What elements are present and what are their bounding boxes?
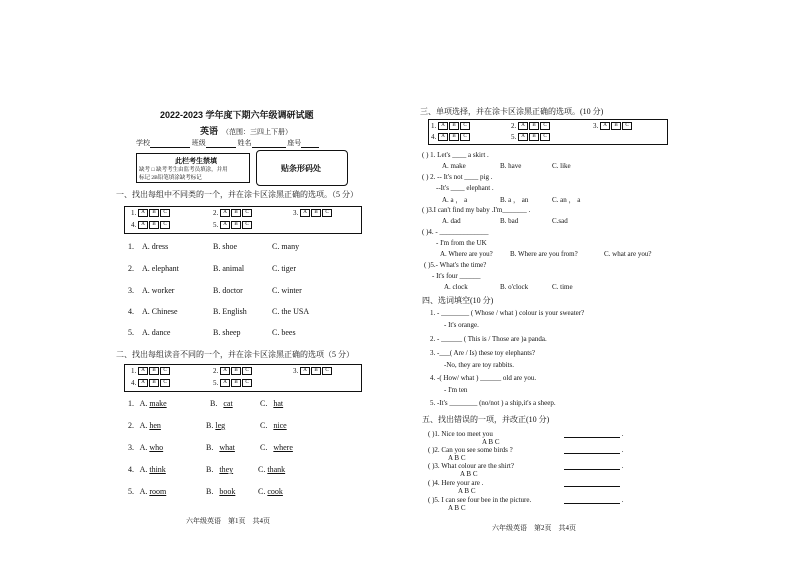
q1-1-b: B. shoe (213, 242, 237, 251)
q3-3: ( )3.I can't find my baby .I'm_______ . (422, 206, 531, 214)
barcode-label: 贴条形码处 (281, 164, 321, 173)
q3-4-c: C. what are you? (604, 250, 652, 258)
bubble[interactable]: B (231, 379, 241, 387)
q1-5-b: B. sheep (213, 328, 241, 337)
bubble[interactable]: C (622, 122, 632, 130)
q3-4-b: - I'm from the UK (436, 239, 487, 247)
answer-card-2: 1. A B C 2. A B C 3. A B C 4. A B C 5. A B C (124, 364, 362, 392)
bubble[interactable]: C (540, 133, 550, 141)
q2-2: 2. A. hen (128, 421, 161, 430)
subject-line (200, 121, 292, 139)
q1-5-number: 5. (128, 328, 134, 337)
bubble[interactable]: C (540, 122, 550, 130)
bubble[interactable]: C (460, 122, 470, 130)
bubble[interactable]: B (231, 209, 241, 217)
q1-5-a: A. dance (142, 328, 171, 337)
notice-box (136, 153, 250, 183)
section4-heading: 四、选词填空(10 分) (422, 296, 494, 305)
bubble[interactable]: A (438, 122, 448, 130)
q1-2-number: 2. (128, 264, 134, 273)
bubble[interactable]: A (300, 209, 310, 217)
bubble[interactable]: B (449, 122, 459, 130)
bubble[interactable]: B (149, 367, 159, 375)
q1-4-c: C. the USA (272, 307, 310, 316)
q1-4-b: B. English (213, 307, 247, 316)
bubble[interactable]: C (160, 221, 170, 229)
q1-3-a: A. worker (142, 286, 175, 295)
q3-5: ( )5.- What's the time? (424, 261, 487, 269)
bubble[interactable]: A (138, 379, 148, 387)
name-label: 姓名 (237, 139, 252, 147)
seat-label: 座号 (287, 139, 302, 147)
q2-5-b: B. book (206, 487, 236, 496)
q3-5-b: - It's four ______ (432, 272, 481, 280)
q3-5-b-opt: B. o'clock (500, 283, 529, 291)
answer-card-1: 1. A B C 2. A B C 3. A B C 4. A B C 5. A B C (124, 206, 362, 234)
section1-heading: 一、找出每组中不同类的一个，并在涂卡区涂黑正确的选项。（5 分） (116, 190, 358, 199)
bubble[interactable]: C (242, 367, 252, 375)
q5-5: ( )5. I can see four bee in the picture. (428, 496, 532, 504)
q1-3-number: 3. (128, 286, 134, 295)
q5-1-letters: A B C (482, 438, 500, 446)
left-footer: 六年级英语 第1页 共4页 (186, 517, 270, 525)
school-label: 学校 (136, 139, 150, 147)
q3-3-a: A. dad (442, 217, 461, 225)
q3-2-b-opt: B. a ， an (500, 196, 529, 204)
q1-2-a: A. elephant (142, 264, 179, 273)
q2-4: 4. A. think (128, 465, 166, 474)
q3-4: ( )4. - ______________ (422, 228, 489, 236)
bubble[interactable]: A (138, 221, 148, 229)
q2-4-c: C. thank (258, 465, 286, 474)
q1-5-c: C. bees (272, 328, 296, 337)
bubble[interactable]: A (138, 209, 148, 217)
q3-1-c: C. like (552, 162, 571, 170)
bubble[interactable]: B (149, 221, 159, 229)
bubble[interactable]: C (160, 367, 170, 375)
notice-line2: 标记 2B铅笔填涂缺考标记 (139, 175, 202, 181)
q4-1-b: - It's orange. (444, 321, 479, 329)
q2-2-c: C. nice (260, 421, 287, 430)
bubble[interactable]: B (311, 209, 321, 217)
q3-1: ( ) 1. Let's ____ a skirt . (422, 151, 489, 159)
q3-5-a: A. clock (444, 283, 468, 291)
bubble[interactable]: C (242, 221, 252, 229)
section2-heading: 二、找出每组读音不同的一个，并在涂卡区涂黑正确的选项（5 分） (116, 350, 354, 359)
q3-1-a: A. make (442, 162, 466, 170)
q4-3-b: -No, they are toy rabbits. (444, 361, 514, 369)
q5-2: ( )2. Can you see some birds ? (428, 446, 513, 454)
q2-4-b: B. they (206, 465, 234, 474)
bubble[interactable]: A (220, 221, 230, 229)
bubble[interactable]: A (300, 367, 310, 375)
q1-3-b: B. doctor (213, 286, 243, 295)
bubble[interactable]: B (149, 209, 159, 217)
q3-5-c: C. time (552, 283, 573, 291)
bubble[interactable]: A (518, 133, 528, 141)
bubble[interactable]: B (231, 367, 241, 375)
student-info (136, 138, 319, 148)
q1-1-number: 1. (128, 242, 134, 251)
bubble[interactable]: C (242, 379, 252, 387)
q3-1-b: B. have (500, 162, 522, 170)
q2-1-b: B. cat (210, 399, 233, 408)
bubble[interactable]: A (220, 379, 230, 387)
q3-2-b: --It's ____ elephant . (436, 184, 494, 192)
q3-4-b-opt: B. Where are you from? (510, 250, 578, 258)
section5-heading: 五、找出错误的一项，并改正(10 分) (422, 415, 550, 424)
section3-heading: 三、单项选择，并在涂卡区涂黑正确的选项。(10 分) (420, 107, 604, 116)
q2-3-b: B. what (206, 443, 235, 452)
q4-3: 3. -___( Are / Is) these toy elephants? (430, 349, 535, 357)
q1-1-c: C. many (272, 242, 300, 251)
exam-title: 2022-2023 学年度下期六年级调研试题 (160, 110, 314, 120)
bubble[interactable]: B (231, 221, 241, 229)
q5-1: ( )1. Nice too meet you (428, 430, 493, 438)
q4-2: 2. - ______ ( This is / Those are )a panda. (430, 335, 547, 343)
q4-5: 5. -It's ________ (no/not ) a ship,it's a sheep. (430, 399, 556, 407)
q1-2-c: C. tiger (272, 264, 296, 273)
q1-1-a: A. dress (142, 242, 169, 251)
q2-1: 1. A. make (128, 399, 167, 408)
q3-2-c: C. an ， a (552, 196, 581, 204)
q1-2-b: B. animal (213, 264, 245, 273)
q3-3-c: C.sad (552, 217, 568, 225)
subject: 英语 (200, 126, 219, 136)
q1-4-a: A. Chinese (142, 307, 178, 316)
bubble[interactable]: C (160, 379, 170, 387)
q5-4: ( )4. Here your are . (428, 479, 484, 487)
q5-5-letters: A B C (448, 504, 466, 512)
q2-1-c: C. hat (260, 399, 284, 408)
bubble[interactable]: B (449, 133, 459, 141)
q4-4-b: - I'm ten (444, 386, 468, 394)
bubble[interactable]: C (322, 367, 332, 375)
class-label: 班级 (191, 139, 206, 147)
notice-line1: 缺考 □ 缺考考生由监考员填涂，并用 (139, 167, 228, 173)
q5-2-letters: A B C (448, 454, 466, 462)
bubble[interactable]: A (220, 209, 230, 217)
answer-card-3: 1. A B C 2. A B C 3. A B C 4. A B C 5. A B C (428, 119, 668, 145)
scope: （范围：三四上下册） (222, 128, 293, 136)
q2-5: 5. A. room (128, 487, 167, 496)
q3-3-b: B. bad (500, 217, 519, 225)
bubble[interactable]: C (242, 209, 252, 217)
notice-title: 此栏考生禁填 (175, 157, 217, 165)
bubble[interactable]: B (529, 133, 539, 141)
right-footer: 六年级英语 第2页 共4页 (492, 524, 576, 532)
bubble[interactable]: A (138, 367, 148, 375)
bubble[interactable]: A (220, 367, 230, 375)
q2-2-b: B. leg (206, 421, 226, 430)
q2-3-c: C. where (260, 443, 293, 452)
bubble[interactable]: C (460, 133, 470, 141)
bubble[interactable]: C (322, 209, 332, 217)
bubble[interactable]: C (160, 209, 170, 217)
q5-3: ( )3. What colour are the shirt? (428, 462, 514, 470)
q2-3: 3. A. who (128, 443, 164, 452)
q1-4-number: 4. (128, 307, 134, 316)
bubble[interactable]: A (518, 122, 528, 130)
q1-3-c: C. winter (272, 286, 302, 295)
bubble[interactable]: A (438, 133, 448, 141)
bubble[interactable]: B (311, 367, 321, 375)
bubble[interactable]: B (149, 379, 159, 387)
q3-2-a: A. a ， a (442, 196, 468, 204)
q5-4-letters: A B C (458, 487, 476, 495)
q4-4: 4. -( How/ what ) ______ old are you. (430, 374, 537, 382)
bubble[interactable]: B (529, 122, 539, 130)
barcode-box (256, 150, 348, 186)
q3-4-a: A. Where are you? (440, 250, 493, 258)
q4-1: 1. - ________ ( Whose / what ) colour is your sweater? (430, 309, 585, 317)
q3-2: ( ) 2. -- It's not ____ pig . (422, 173, 493, 181)
q5-3-letters: A B C (460, 470, 478, 478)
q2-5-c: C. cook (258, 487, 283, 496)
bubble[interactable]: A (600, 122, 610, 130)
bubble[interactable]: B (611, 122, 621, 130)
